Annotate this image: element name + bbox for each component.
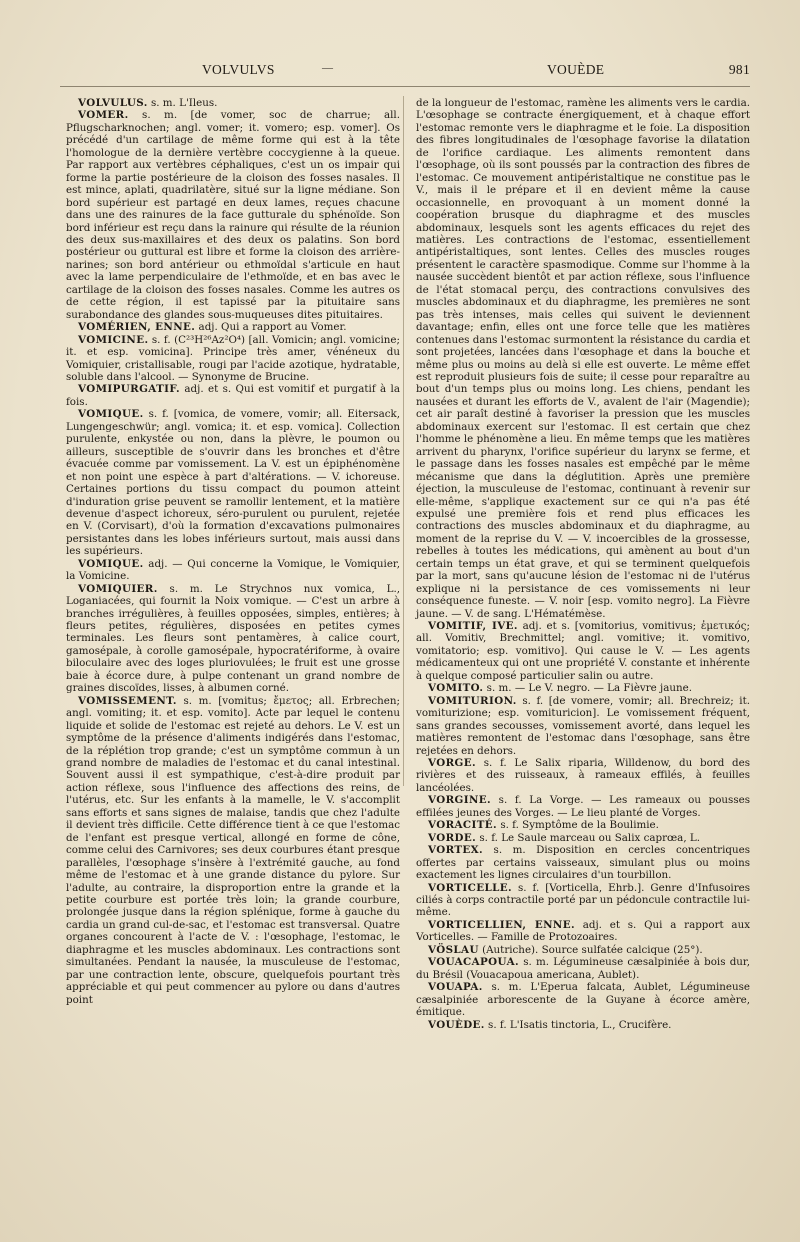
dictionary-entry bbox=[416, 944, 750, 956]
entry-definition: s. m. Légumineuse cæsalpiniée à bois dur, du Brésil (Vouacapoua americana, Aublet). bbox=[416, 956, 750, 981]
entry-definition: s. m. [de vomer, soc de charrue; all. Pflugscharknochen; angl. vomer; it. vomero; esp. vomer]. Os précédé d'un cartilage de même forme qui est à la tête l'homologue de la dernière vertèbre coccygienne à la queue. Par rapport aux vertèbres céphaliques, c'est un os impair qui forme la partie postérieure de la cloison des fosses nasales. Il est mince, aplati, quadrilatère, situé sur la ligne médiane. Son bord supérieur est partagé en deux lames, reçues chacune dans une des rainures de la face gutturale du sphénoïde. Son bord inférieur est reçu dans la rainure qui résulte de la réunion des deux sus-maxillaires et des deux os palatins. Son bord postérieur ou guttural est libre et forme la cloison des arrière-narines; son bord antérieur ou ethmoïdal s'articule en haut avec la lame perpendiculaire de l'ethmoïde, et en bas avec le cartilage de la cloison des fosses nasales. Comme les autres os de cette région, il est tapissé par la pituitaire sans surabondance des glandes sous-muqueuses dites pituitaires. bbox=[66, 109, 400, 321]
left-column bbox=[66, 97, 400, 1006]
dictionary-entry bbox=[416, 682, 750, 694]
entry-definition: s. f. [de vomere, vomir; all. Brechreiz; it. vomiturizione; esp. vomituricion]. Le vomissement fréquent, sans grandes secousses, vomissement avorté, dans lequel les matières remontent de l'estomac dans l'œsophage, sans être rejetées en dehors. bbox=[416, 694, 750, 757]
entry-definition: s. m. L'Eperua falcata, Aublet, Légumineuse cæsalpiniée arborescente de la Guyane à écorce amère, émitique. bbox=[416, 981, 750, 1019]
entry-headword: VORTICELLE. bbox=[428, 881, 512, 894]
dictionary-entry bbox=[416, 819, 750, 831]
dictionary-entry bbox=[66, 695, 400, 1006]
entry-headword: VOMIQUE. bbox=[78, 408, 144, 421]
entry-definition: s. f. [vomica, de vomere, vomir; all. Eitersack, Lungengeschwür; angl. vomica; it. et esp. vomica]. Collection purulente, enkystée ou non, dans la plèvre, le poumon ou ailleurs, susceptible de s'ouvrir dans les bronches et d'être évacuée comme par vomissement. La V. est un épiphénomène et non point une espèce à part d'altérations. — V. ichoreuse. Certaines portions du tissu compact du poumon atteint d'induration grise peuvent se ramollir lentement, et la matière devenue d'aspect ichoreux, séro-purulent ou purulent, rejetée en V. (Corvisart), d'où la formation d'excavations pulmonaires persistantes dans les lobes inférieurs surtout, mais aussi dans les supérieurs. bbox=[66, 408, 400, 558]
dictionary-entry bbox=[416, 97, 750, 620]
dictionary-entry bbox=[416, 757, 750, 794]
entry-headword: VOMICINE. bbox=[78, 333, 149, 346]
entry-definition: adj. et s. [vomitorius, vomitivus; ἐμετικός; all. Vomitiv, Brechmittel; angl. vomitive; it. vomitivo, vomitatorio; esp. vomitivo]. Qui cause le V. — Les agents médicamenteux qui ont une propriété V. constante et inhérente à quelque composé particulier salin ou autre. bbox=[416, 620, 750, 682]
header-right-word: VOUÈDE bbox=[547, 62, 605, 77]
entry-definition: s. m. — Le V. negro. — La Fièvre jaune. bbox=[483, 682, 692, 695]
dictionary-entry bbox=[416, 832, 750, 844]
entry-headword: VOLVULUS. bbox=[78, 97, 148, 109]
entry-definition: s. f. Le Salix riparia, Willdenow, du bord des rivières et des ruisseaux, à rameaux effilés, à feuilles lancéolées. bbox=[416, 757, 750, 794]
entry-headword: VOMÉRIEN, ENNE. bbox=[78, 321, 196, 334]
entry-definition: s. f. Symptôme de la Boulimie. bbox=[497, 819, 659, 832]
dictionary-entry bbox=[66, 383, 400, 408]
column-divider bbox=[403, 96, 404, 786]
entry-headword: VORACITÉ. bbox=[428, 819, 498, 832]
entry-headword: VOUACAPOUA. bbox=[428, 956, 519, 969]
dictionary-entry bbox=[66, 583, 400, 695]
dictionary-entry bbox=[66, 321, 400, 333]
entry-headword: VOMIQUIER. bbox=[78, 582, 158, 595]
entry-headword: VORGINE. bbox=[428, 794, 491, 807]
entry-headword: VÖSLAU bbox=[428, 943, 479, 956]
entry-definition: adj. et s. Qui a rapport aux Vorticelles. — Famille de Protozoaires. bbox=[416, 918, 751, 944]
entry-definition: s. f. Le Saule marceau ou Salix caprœa, L. bbox=[476, 831, 700, 844]
dictionary-entry bbox=[416, 981, 750, 1018]
entry-definition: s. f. (C²³H²⁶Az²O⁴) [all. Vomicin; angl. vomicine; it. et esp. vomicina]. Principe très amer, vénéneux du Vomiquier, cristallisable, rougi par l'acide azotique, hydratable, soluble dans l'alcool. — Synonyme de Brucine. bbox=[66, 333, 400, 383]
dictionary-entry bbox=[66, 97, 400, 109]
entry-headword: VOUAPA. bbox=[428, 981, 483, 994]
dictionary-entry bbox=[416, 844, 750, 881]
entry-headword: VORTICELLIEN, ENNE. bbox=[428, 918, 575, 931]
entry-definition: adj. — Qui concerne la Vomique, le Vomiquier, la Vomicine. bbox=[66, 557, 400, 583]
entry-definition: s. m. [vomitus; ἔμετος; all. Erbrechen; angl. vomiting; it. et esp. vomito]. Acte par lequel le contenu liquide et solide de l'estomac est rejeté au dehors. Le V. est un symptôme de la présence d'aliments indigérés dans l'estomac, de la réplétion trop grande; c'est un symptôme commun à un grand nombre de maladies de l'estomac et du canal intestinal. Souvent aussi il est sympathique, c'est-à-dire produit par action réflexe, sous l'influence des affections des reins, de l'utérus, etc. Sur les enfants à la mamelle, le V. s'accomplit sans efforts et sans signes de malaise, tandis que chez l'adulte il devient très difficile. Cette différence tient à ce que l'estomac de l'enfant est presque vertical, allongé en forme de cône, comme celui des Carnivores; ses deux courbures étant presque parallèles, l'œsophage s'insère à l'extrémité gauche, au fond même de l'estomac et à une grande distance du pylore. Sur l'adulte, au contraire, la disproportion entre la grande et la petite courbure est portée très loin; la grande courbure, prolongée jusque dans la région splénique, forme à gauche du cardia un grand cul-de-sac, et l'estomac est transversal. Quatre organes concourent à l'acte de V. : l'œsophage, l'estomac, le diaphragme et les muscles abdominaux. Les contractions sont simultanées. Pendant la nausée, la musculeuse de l'estomac, par une contraction lente, obscure, quelquefois pourtant très appréciable et qui peut commencer au pylore ou dans d'autres point bbox=[66, 694, 400, 1006]
dictionary-entry bbox=[416, 695, 750, 757]
page-number: 981 bbox=[728, 62, 750, 77]
entry-definition: s. m. L'Ileus. bbox=[147, 97, 218, 109]
entry-definition: s. m. Le Strychnos nux vomica, L., Loganiacées, qui fournit la Noix vomique. — C'est un arbre à branches irrégulières, à feuilles opposées, simples, entières; à fleurs petites, régulières, disposées en petites cymes terminales. Les fleurs sont pentamères, à calice court, gamosépale, à corolle gamosépale, hypocratériforme, à ovaire biloculaire avec des loges pluriovulées; le fruit est une grosse baie à écorce dure, à pulpe contenant un grand nombre de graines discoïdes, lisses, à albumen corné. bbox=[66, 582, 400, 695]
entry-headword: VOMITURION. bbox=[428, 694, 517, 707]
entry-headword: VOMISSEMENT. bbox=[78, 694, 177, 707]
dictionary-entry bbox=[416, 882, 750, 919]
entry-definition: s. f. La Vorge. — Les rameaux ou pousses effilées jeunes des Vorges. — Le lieu planté de Vorges. bbox=[416, 794, 750, 819]
entry-definition: s. f. L'Isatis tinctoria, L., Crucifère. bbox=[484, 1018, 672, 1031]
dictionary-entry bbox=[416, 620, 750, 682]
entry-headword: VOMITIF, IVE. bbox=[428, 620, 518, 633]
header-separator: — bbox=[322, 62, 334, 74]
entry-definition: adj. Qui a rapport au Vomer. bbox=[195, 321, 347, 334]
entry-definition: s. f. [Vorticella, Ehrb.]. Genre d'Infusoires ciliés à corps contractile porté par un pédoncule contractile lui-même. bbox=[416, 881, 750, 919]
entry-definition: adj. et s. Qui est vomitif et purgatif à la fois. bbox=[66, 383, 400, 408]
header-left-word: VOLVULVS bbox=[202, 62, 275, 77]
entry-definition: de la longueur de l'estomac, ramène les aliments vers le cardia. L'œsophage se contracte énergiquement, et à chaque effort l'estomac remonte vers le diaphragme et le foie. La disposition des fibres longitudinales de l'œsophage favorise la dilatation de l'orifice cardiaque. Les aliments remontent dans l'œsophage, où ils sont poussés par la contraction des fibres de l'estomac. Ce mouvement antipéristaltique ne constitue pas le V., mais il le prépare et il en devient même la cause occasionnelle, en provoquant à un moment donné la coopération brusque du diaphragme et des muscles abdominaux, lesquels sont les agents efficaces du rejet des matières. Les contractions de l'estomac, essentiellement antipéristaltiques, sont lentes. Celles des muscles rouges présentent le caractère spasmodique. Comme sur l'homme à la nausée succèdent bientôt et par action réflexe, sous l'influence de l'état stomacal perçu, des contractions convulsives des muscles abdominaux et du diaphragme, les premières ne sont pas très intenses, mais celles qui suivent le deviennent davantage; enfin, elles ont une force telle que les matières contenues dans l'estomac surmontent la résistance du cardia et sont projetées, lancées dans l'œsophage et dans la bouche et même plus ou moins au delà si elle est ouverte. Le même effet est reproduit plusieurs fois de suite; il cesse pour reparaître au bout d'un temps plus ou moins long. Les chiens, pendant les nausées et durant les efforts de V., avalent de l'air (Magendie); cet air paraît destiné à favoriser la pression que les muscles abdominaux exercent sur l'estomac. Il est certain que chez l'homme le phénomène a lieu. En même temps que les matières arrivent du pharynx, l'orifice supérieur du larynx se ferme, et le passage dans les fosses nasales est empêché par le même mécanisme que dans la déglutition. Après une première éjection, la musculeuse de l'estomac, continuant à revenir sur elle-même, s'applique exactement sur ce qui n'a pas été expulsé une première fois et rend plus efficaces les contractions des muscles abdominaux et du diaphragme, au moment de la reprise du V. — V. incoercibles de la grossesse, rebelles à toutes les médications, qui amènent au bout d'un certain temps un état grave, et qui se terminent quelquefois par la mort, sans qu'aucune lésion de l'estomac ni de l'utérus explique ni la persistance de ces vomissements ni leur conséquence funeste. — V. noir [esp. vomito negro]. La Fièvre jaune. — V. de sang. L'Hématémèse. bbox=[416, 97, 750, 620]
entry-headword: VORGE. bbox=[428, 757, 476, 770]
dictionary-entry bbox=[66, 408, 400, 557]
dictionary-entry bbox=[416, 956, 750, 981]
header-rule bbox=[60, 86, 750, 87]
entry-headword: VOUÈDE. bbox=[428, 1018, 485, 1031]
entry-headword: VORDE. bbox=[428, 831, 477, 844]
entry-headword: VOMITO. bbox=[428, 682, 484, 695]
dictionary-entry bbox=[416, 794, 750, 819]
dictionary-entry bbox=[416, 1019, 750, 1031]
dictionary-entry bbox=[66, 109, 400, 321]
entry-definition: s. m. Disposition en cercles concentriques offertes par certains vaisseaux, simulant plus ou moins exactement les lignes circulaires d'un tourbillon. bbox=[416, 844, 750, 882]
dictionary-entry bbox=[416, 919, 750, 944]
entry-definition: (Autriche). Source sulfatée calcique (25°). bbox=[478, 943, 703, 956]
running-header bbox=[60, 62, 750, 86]
dictionary-entry bbox=[66, 558, 400, 583]
dictionary-entry bbox=[66, 334, 400, 384]
entry-headword: VOMIQUE. bbox=[78, 557, 144, 570]
entry-headword: VOMER. bbox=[78, 109, 129, 122]
entry-headword: VOMIPURGATIF. bbox=[78, 383, 181, 396]
right-column bbox=[416, 97, 750, 1031]
entry-headword: VORTEX. bbox=[428, 844, 484, 857]
